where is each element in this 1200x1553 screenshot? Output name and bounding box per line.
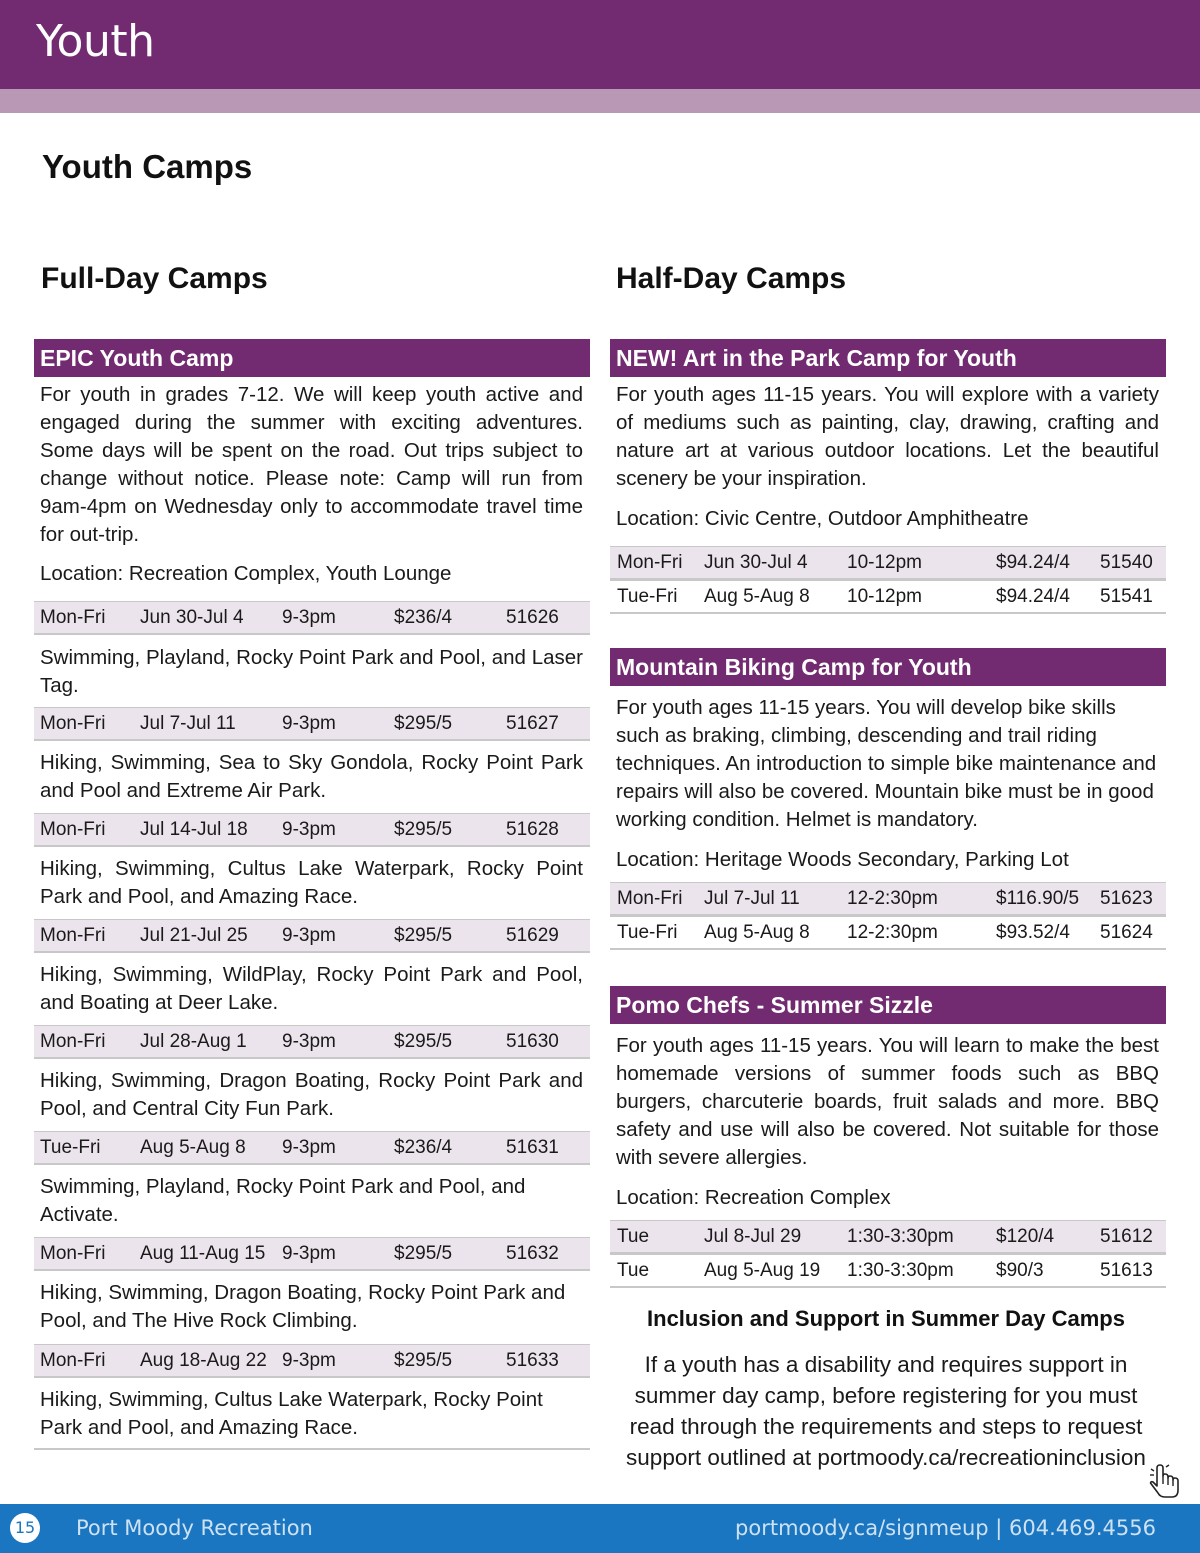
session-time: 9-3pm	[282, 607, 336, 628]
session-price: $295/5	[394, 713, 453, 734]
session-code: 51632	[506, 1243, 559, 1264]
camp-location: Location: Civic Centre, Outdoor Amphitheatre	[616, 507, 1029, 530]
session-code: 51629	[506, 925, 559, 946]
session-days: Mon-Fri	[40, 1243, 106, 1264]
session-code: 51633	[506, 1350, 559, 1371]
camp-description: For youth ages 11-15 years. You will learn to make the best homemade versions of summer foods such as BBQ burgers, charcuterie boards, fruit salads and more. BBQ safety and use will also be covered. Not suitable for those with severe allergies.	[616, 1034, 1159, 1169]
session-dates: Aug 5-Aug 8	[704, 922, 810, 943]
session-dates: Jul 14-Jul 18	[140, 819, 248, 840]
session-price: $295/5	[394, 1031, 453, 1052]
session-days: Mon-Fri	[617, 888, 683, 909]
pointing-hand-cursor-icon[interactable]	[1148, 1464, 1186, 1502]
session-code: 51624	[1100, 922, 1153, 943]
session-price: $236/4	[394, 607, 453, 628]
section-divider	[34, 1448, 590, 1450]
camp-name-pomo-chefs: Pomo Chefs - Summer Sizzle	[610, 986, 1166, 1024]
session-time: 1:30-3:30pm	[847, 1260, 954, 1281]
session-code: 51630	[506, 1031, 559, 1052]
camp-location: Location: Recreation Complex, Youth Lounge	[40, 562, 452, 585]
session-dates: Aug 18-Aug 22	[140, 1350, 267, 1371]
session-activities: Hiking, Swimming, Sea to Sky Gondola, Rocky Point Park and Pool and Extreme Air Park.	[40, 751, 583, 802]
session-days: Mon-Fri	[40, 1350, 106, 1371]
session-time: 12-2:30pm	[847, 888, 938, 909]
session-days: Mon-Fri	[40, 713, 106, 734]
session-price: $295/5	[394, 819, 453, 840]
session-activities: Hiking, Swimming, Cultus Lake Waterpark, Rocky Point Park and Pool, and Amazing Race.	[40, 857, 583, 908]
session-dates: Jul 21-Jul 25	[140, 925, 248, 946]
session-row[interactable]	[34, 919, 590, 953]
session-days: Mon-Fri	[617, 552, 683, 573]
camp-name-mountain-biking: Mountain Biking Camp for Youth	[610, 648, 1166, 686]
session-code: 51613	[1100, 1260, 1153, 1281]
session-row[interactable]	[610, 580, 1166, 614]
session-time: 9-3pm	[282, 1243, 336, 1264]
session-price: $120/4	[996, 1226, 1055, 1247]
session-activities: Hiking, Swimming, Dragon Boating, Rocky Point Park and Pool, and The Hive Rock Climbing.	[40, 1281, 566, 1332]
page-title: Youth Camps	[42, 148, 253, 185]
page-number: 15	[10, 1513, 40, 1543]
session-price: $94.24/4	[996, 552, 1070, 573]
session-dates: Jun 30-Jul 4	[704, 552, 808, 573]
footer-org: Port Moody Recreation	[76, 1516, 313, 1540]
session-dates: Aug 11-Aug 15	[140, 1243, 266, 1264]
session-dates: Jul 28-Aug 1	[140, 1031, 247, 1052]
camp-description: For youth in grades 7-12. We will keep youth active and engaged during the summer with exciting adventures. Some days will be spent on the road. Out trips subject to change without notice. Please note: Camp will run from 9am-4pm on Wednesday only to accommodate travel time for out-trip.	[40, 383, 583, 546]
session-row[interactable]	[34, 1025, 590, 1059]
session-time: 9-3pm	[282, 925, 336, 946]
footer-contact[interactable]: portmoody.ca/signmeup | 604.469.4556	[735, 1516, 1156, 1540]
session-price: $93.52/4	[996, 922, 1070, 943]
session-time: 12-2:30pm	[847, 922, 938, 943]
camp-location: Location: Recreation Complex	[616, 1186, 891, 1209]
session-days: Tue	[617, 1226, 650, 1247]
session-row[interactable]	[610, 882, 1166, 916]
session-price: $236/4	[394, 1137, 453, 1158]
session-code: 51627	[506, 713, 559, 734]
session-time: 1:30-3:30pm	[847, 1226, 954, 1247]
session-code: 51541	[1100, 586, 1153, 607]
session-dates: Aug 5-Aug 8	[140, 1137, 246, 1158]
session-activities: Hiking, Swimming, Dragon Boating, Rocky Point Park and Pool, and Central City Fun Park.	[40, 1069, 583, 1120]
session-dates: Jul 7-Jul 11	[704, 888, 800, 909]
session-time: 9-3pm	[282, 1031, 336, 1052]
session-days: Mon-Fri	[40, 819, 106, 840]
session-price: $116.90/5	[996, 888, 1080, 909]
session-row[interactable]	[34, 813, 590, 847]
session-activities: Swimming, Playland, Rocky Point Park and Pool, and Laser Tag.	[40, 646, 583, 697]
session-row[interactable]	[610, 1254, 1166, 1288]
session-dates: Jul 8-Jul 29	[704, 1226, 802, 1247]
session-days: Tue	[617, 1260, 650, 1281]
session-code: 51628	[506, 819, 559, 840]
camp-name-epic: EPIC Youth Camp	[34, 339, 590, 377]
session-code: 51540	[1100, 552, 1153, 573]
session-activities: Swimming, Playland, Rocky Point Park and Pool, and Activate.	[40, 1175, 526, 1226]
session-dates: Jun 30-Jul 4	[140, 607, 244, 628]
inclusion-text[interactable]: If a youth has a disability and requires support in summer day camp, before registering for you must read through the requirements and steps to request support outlined at portmoody.ca/recreationinclusion	[626, 1352, 1146, 1470]
session-time: 9-3pm	[282, 713, 336, 734]
camp-description: For youth ages 11-15 years. You will explore with a variety of mediums such as painting, clay, drawing, crafting and nature art at various outdoor locations. Let the beautiful scenery be your inspiration.	[616, 383, 1159, 490]
session-days: Mon-Fri	[40, 925, 106, 946]
inclusion-heading: Inclusion and Support in Summer Day Camps	[647, 1306, 1125, 1331]
session-price: $295/5	[394, 925, 453, 946]
session-row[interactable]	[610, 916, 1166, 950]
session-row[interactable]	[34, 601, 590, 635]
session-row[interactable]	[610, 1220, 1166, 1254]
banner-accent-band	[0, 89, 1200, 113]
session-time: 9-3pm	[282, 1137, 336, 1158]
session-days: Tue-Fri	[617, 586, 678, 607]
section-title: Youth	[36, 16, 155, 67]
camp-location: Location: Heritage Woods Secondary, Parking Lot	[616, 848, 1069, 871]
session-row[interactable]	[610, 546, 1166, 580]
session-time: 9-3pm	[282, 1350, 336, 1371]
session-row[interactable]	[34, 1237, 590, 1271]
session-row[interactable]	[34, 707, 590, 741]
session-time: 10-12pm	[847, 586, 922, 607]
session-activities: Hiking, Swimming, Cultus Lake Waterpark, Rocky Point Park and Pool, and Amazing Race.	[40, 1388, 543, 1439]
camp-name-art-in-the-park: NEW! Art in the Park Camp for Youth	[610, 339, 1166, 377]
session-days: Mon-Fri	[40, 607, 106, 628]
session-dates: Jul 7-Jul 11	[140, 713, 236, 734]
session-row[interactable]	[34, 1131, 590, 1165]
session-days: Tue-Fri	[40, 1137, 101, 1158]
session-time: 9-3pm	[282, 819, 336, 840]
session-dates: Aug 5-Aug 19	[704, 1260, 821, 1281]
section-banner	[0, 0, 1200, 89]
camp-description: For youth ages 11-15 years. You will develop bike skills such as braking, climbing, descending and trail riding techniques. An introduction to simple bike maintenance and repairs will also be covered. Mountain bike must be in good working condition. Helmet is mandatory.	[616, 696, 1157, 831]
session-code: 51626	[506, 607, 559, 628]
session-price: $295/5	[394, 1350, 453, 1371]
session-days: Mon-Fri	[40, 1031, 106, 1052]
session-price: $295/5	[394, 1243, 453, 1264]
session-code: 51623	[1100, 888, 1153, 909]
session-activities: Hiking, Swimming, WildPlay, Rocky Point Park and Pool, and Boating at Deer Lake.	[40, 963, 583, 1014]
session-dates: Aug 5-Aug 8	[704, 586, 810, 607]
half-day-heading: Half-Day Camps	[616, 262, 847, 295]
session-price: $94.24/4	[996, 586, 1070, 607]
footer-bar	[0, 1504, 1200, 1553]
session-row[interactable]	[34, 1344, 590, 1378]
session-code: 51612	[1100, 1226, 1153, 1247]
full-day-heading: Full-Day Camps	[41, 262, 268, 295]
session-code: 51631	[506, 1137, 559, 1158]
session-days: Tue-Fri	[617, 922, 678, 943]
session-price: $90/3	[996, 1260, 1044, 1281]
session-time: 10-12pm	[847, 552, 922, 573]
